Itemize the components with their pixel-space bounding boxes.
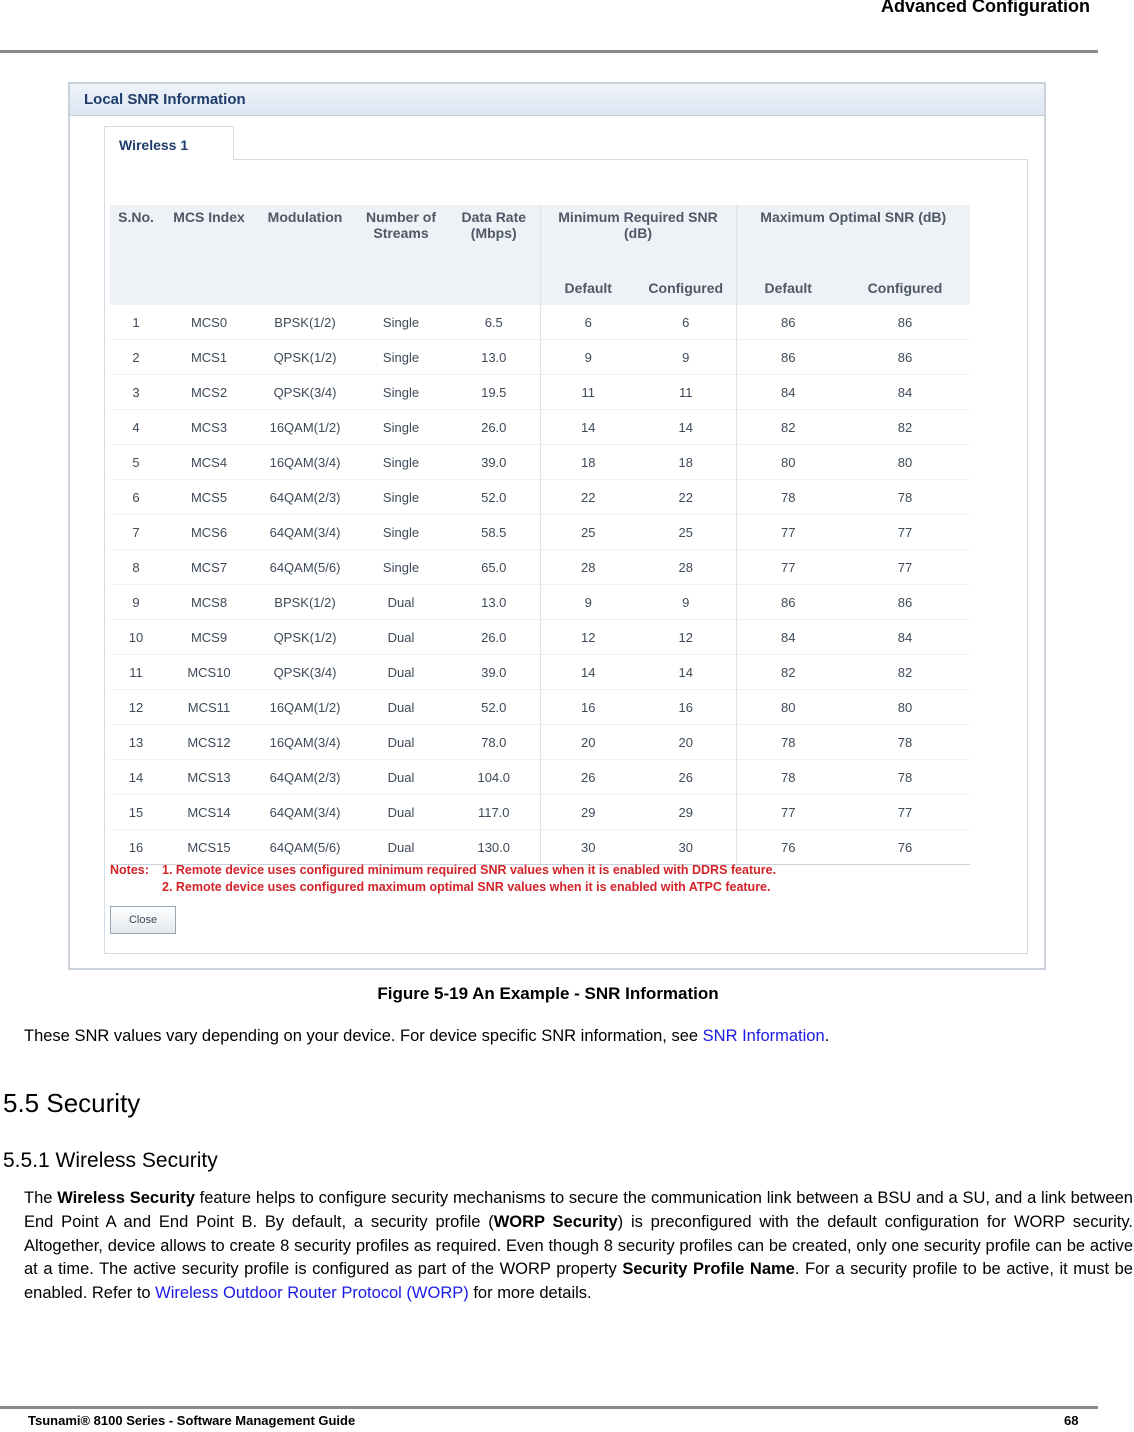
figure-caption: Figure 5-19 An Example - SNR Information bbox=[377, 984, 719, 1003]
cell-streams: Single bbox=[354, 305, 448, 340]
header-rule bbox=[0, 50, 1098, 53]
snr-information-link[interactable]: SNR Information bbox=[702, 1027, 825, 1045]
cell-streams: Single bbox=[354, 480, 448, 515]
cell-max-configured: 86 bbox=[840, 585, 970, 620]
cell-data-rate: 19.5 bbox=[448, 375, 540, 410]
cell-sno: 14 bbox=[110, 760, 162, 795]
cell-streams: Dual bbox=[354, 830, 448, 865]
col-modulation: Modulation bbox=[256, 205, 354, 305]
cell-sno: 12 bbox=[110, 690, 162, 725]
cell-sno: 16 bbox=[110, 830, 162, 865]
cell-streams: Single bbox=[354, 515, 448, 550]
table-row bbox=[110, 690, 970, 725]
cell-min-configured: 26 bbox=[636, 760, 736, 795]
table-row bbox=[110, 550, 970, 585]
cell-modulation: 16QAM(3/4) bbox=[256, 725, 354, 760]
cell-max-default: 78 bbox=[736, 760, 840, 795]
cell-sno: 7 bbox=[110, 515, 162, 550]
cell-max-configured: 86 bbox=[840, 340, 970, 375]
cell-min-configured: 9 bbox=[636, 340, 736, 375]
panel-title: Local SNR Information bbox=[70, 84, 1044, 116]
cell-max-configured: 82 bbox=[840, 410, 970, 445]
cell-streams: Dual bbox=[354, 760, 448, 795]
subsection-heading: 5.5.1 Wireless Security bbox=[3, 1149, 218, 1172]
cell-modulation: 64QAM(5/6) bbox=[256, 550, 354, 585]
cell-mcs-index: MCS6 bbox=[162, 515, 256, 550]
cell-max-configured: 77 bbox=[840, 515, 970, 550]
cell-modulation: 64QAM(3/4) bbox=[256, 795, 354, 830]
cell-max-configured: 78 bbox=[840, 760, 970, 795]
page-number: 68 bbox=[1064, 1413, 1079, 1428]
cell-max-configured: 77 bbox=[840, 550, 970, 585]
cell-mcs-index: MCS12 bbox=[162, 725, 256, 760]
body-bold-2: WORP Security bbox=[493, 1212, 618, 1231]
cell-data-rate: 6.5 bbox=[448, 305, 540, 340]
cell-max-default: 86 bbox=[736, 305, 840, 340]
cell-max-default: 80 bbox=[736, 445, 840, 480]
cell-min-configured: 11 bbox=[636, 375, 736, 410]
cell-min-configured: 9 bbox=[636, 585, 736, 620]
cell-min-configured: 6 bbox=[636, 305, 736, 340]
cell-max-default: 78 bbox=[736, 725, 840, 760]
cell-data-rate: 58.5 bbox=[448, 515, 540, 550]
cell-streams: Single bbox=[354, 375, 448, 410]
cell-mcs-index: MCS9 bbox=[162, 620, 256, 655]
cell-min-configured: 20 bbox=[636, 725, 736, 760]
body-text-1: The bbox=[24, 1189, 58, 1207]
cell-data-rate: 65.0 bbox=[448, 550, 540, 585]
table-row bbox=[110, 795, 970, 830]
cell-min-default: 9 bbox=[540, 585, 636, 620]
cell-modulation: QPSK(1/2) bbox=[256, 620, 354, 655]
cell-mcs-index: MCS14 bbox=[162, 795, 256, 830]
cell-min-configured: 18 bbox=[636, 445, 736, 480]
cell-modulation: BPSK(1/2) bbox=[256, 585, 354, 620]
col-max-default: Default bbox=[736, 271, 840, 305]
table-row bbox=[110, 515, 970, 550]
cell-modulation: 16QAM(1/2) bbox=[256, 410, 354, 445]
table-row bbox=[110, 305, 970, 340]
wireless-security-paragraph bbox=[24, 1187, 1133, 1306]
body-bold-1: Wireless Security bbox=[57, 1189, 195, 1207]
cell-min-default: 29 bbox=[540, 795, 636, 830]
cell-min-default: 6 bbox=[540, 305, 636, 340]
cell-modulation: 64QAM(2/3) bbox=[256, 760, 354, 795]
cell-min-default: 12 bbox=[540, 620, 636, 655]
cell-mcs-index: MCS7 bbox=[162, 550, 256, 585]
cell-mcs-index: MCS15 bbox=[162, 830, 256, 865]
snr-table-body bbox=[110, 305, 970, 865]
cell-data-rate: 52.0 bbox=[448, 690, 540, 725]
body-text-5: for more details. bbox=[468, 1284, 592, 1303]
cell-sno: 6 bbox=[110, 480, 162, 515]
snr-table bbox=[110, 205, 970, 865]
cell-mcs-index: MCS8 bbox=[162, 585, 256, 620]
cell-max-configured: 84 bbox=[840, 375, 970, 410]
section-heading: 5.5 Security bbox=[3, 1088, 141, 1118]
cell-min-default: 28 bbox=[540, 550, 636, 585]
cell-data-rate: 26.0 bbox=[448, 410, 540, 445]
cell-modulation: 16QAM(1/2) bbox=[256, 690, 354, 725]
cell-max-default: 80 bbox=[736, 690, 840, 725]
cell-data-rate: 78.0 bbox=[448, 725, 540, 760]
cell-data-rate: 104.0 bbox=[448, 760, 540, 795]
cell-min-configured: 29 bbox=[636, 795, 736, 830]
cell-mcs-index: MCS11 bbox=[162, 690, 256, 725]
cell-min-configured: 16 bbox=[636, 690, 736, 725]
cell-max-default: 86 bbox=[736, 585, 840, 620]
cell-max-configured: 78 bbox=[840, 480, 970, 515]
table-row bbox=[110, 585, 970, 620]
cell-modulation: 16QAM(3/4) bbox=[256, 445, 354, 480]
page-header-title: Advanced Configuration bbox=[880, 0, 1090, 16]
cell-max-default: 77 bbox=[736, 550, 840, 585]
footer-rule bbox=[0, 1406, 1098, 1409]
cell-min-default: 14 bbox=[540, 410, 636, 445]
col-streams: Number of Streams bbox=[354, 205, 448, 305]
cell-data-rate: 13.0 bbox=[448, 340, 540, 375]
cell-mcs-index: MCS5 bbox=[162, 480, 256, 515]
cell-min-configured: 22 bbox=[636, 480, 736, 515]
snr-paragraph-text: These SNR values vary depending on your device. For device specific SNR information, see bbox=[24, 1027, 703, 1045]
cell-max-default: 84 bbox=[736, 375, 840, 410]
col-mcs-index: MCS Index bbox=[162, 205, 256, 305]
body-bold-3: Security Profile Name bbox=[622, 1260, 795, 1279]
notes bbox=[110, 862, 776, 896]
cell-min-default: 25 bbox=[540, 515, 636, 550]
cell-mcs-index: MCS1 bbox=[162, 340, 256, 375]
cell-data-rate: 13.0 bbox=[448, 585, 540, 620]
cell-min-configured: 25 bbox=[636, 515, 736, 550]
cell-max-configured: 78 bbox=[840, 725, 970, 760]
cell-sno: 5 bbox=[110, 445, 162, 480]
cell-streams: Dual bbox=[354, 585, 448, 620]
cell-min-configured: 14 bbox=[636, 655, 736, 690]
cell-streams: Single bbox=[354, 550, 448, 585]
table-row bbox=[110, 655, 970, 690]
cell-max-configured: 86 bbox=[840, 305, 970, 340]
tab-wireless-1[interactable]: Wireless 1 bbox=[104, 126, 234, 160]
footer-title: Tsunami® 8100 Series - Software Management Guide bbox=[28, 1413, 356, 1428]
cell-max-default: 77 bbox=[736, 515, 840, 550]
cell-streams: Dual bbox=[354, 690, 448, 725]
cell-sno: 11 bbox=[110, 655, 162, 690]
cell-max-configured: 77 bbox=[840, 795, 970, 830]
cell-min-configured: 30 bbox=[636, 830, 736, 865]
note-2: 2. Remote device uses configured maximum optimal SNR values when it is enabled with ATPC feature. bbox=[162, 880, 771, 894]
cell-mcs-index: MCS13 bbox=[162, 760, 256, 795]
col-max-configured: Configured bbox=[840, 271, 970, 305]
cell-streams: Single bbox=[354, 445, 448, 480]
cell-streams: Dual bbox=[354, 725, 448, 760]
cell-max-configured: 76 bbox=[840, 830, 970, 865]
table-row bbox=[110, 480, 970, 515]
cell-min-default: 18 bbox=[540, 445, 636, 480]
cell-modulation: QPSK(3/4) bbox=[256, 375, 354, 410]
cell-streams: Dual bbox=[354, 620, 448, 655]
cell-min-default: 16 bbox=[540, 690, 636, 725]
col-min-snr: Minimum Required SNR (dB) bbox=[540, 205, 736, 271]
cell-mcs-index: MCS3 bbox=[162, 410, 256, 445]
cell-streams: Single bbox=[354, 340, 448, 375]
cell-max-default: 82 bbox=[736, 655, 840, 690]
cell-data-rate: 39.0 bbox=[448, 445, 540, 480]
cell-sno: 1 bbox=[110, 305, 162, 340]
cell-min-default: 30 bbox=[540, 830, 636, 865]
cell-sno: 8 bbox=[110, 550, 162, 585]
body-text-2: feature helps to configure security mechanisms to secure the communication link between a BSU and a SU, and a link between End Point A and End Point B. By default, a security profile ( bbox=[24, 1189, 1133, 1231]
col-max-snr: Maximum Optimal SNR (dB) bbox=[736, 205, 970, 271]
cell-max-default: 86 bbox=[736, 340, 840, 375]
cell-max-default: 84 bbox=[736, 620, 840, 655]
worp-link[interactable]: Wireless Outdoor Router Protocol (WORP) bbox=[155, 1284, 469, 1303]
cell-max-default: 76 bbox=[736, 830, 840, 865]
cell-mcs-index: MCS10 bbox=[162, 655, 256, 690]
cell-sno: 2 bbox=[110, 340, 162, 375]
cell-modulation: BPSK(1/2) bbox=[256, 305, 354, 340]
cell-streams: Single bbox=[354, 410, 448, 445]
cell-modulation: QPSK(1/2) bbox=[256, 340, 354, 375]
cell-modulation: 64QAM(5/6) bbox=[256, 830, 354, 865]
cell-sno: 4 bbox=[110, 410, 162, 445]
col-data-rate: Data Rate (Mbps) bbox=[448, 205, 540, 305]
cell-max-configured: 80 bbox=[840, 690, 970, 725]
cell-min-configured: 14 bbox=[636, 410, 736, 445]
cell-mcs-index: MCS0 bbox=[162, 305, 256, 340]
cell-sno: 13 bbox=[110, 725, 162, 760]
cell-min-configured: 28 bbox=[636, 550, 736, 585]
table-row bbox=[110, 830, 970, 865]
cell-min-default: 22 bbox=[540, 480, 636, 515]
cell-mcs-index: MCS2 bbox=[162, 375, 256, 410]
cell-data-rate: 130.0 bbox=[448, 830, 540, 865]
cell-data-rate: 52.0 bbox=[448, 480, 540, 515]
cell-sno: 10 bbox=[110, 620, 162, 655]
table-row bbox=[110, 760, 970, 795]
notes-label: Notes: bbox=[110, 863, 149, 877]
snr-paragraph bbox=[24, 1027, 829, 1046]
cell-data-rate: 26.0 bbox=[448, 620, 540, 655]
cell-min-default: 14 bbox=[540, 655, 636, 690]
body-text-4: . For a security profile to be active, it must be enabled. Refer to bbox=[24, 1260, 1133, 1303]
cell-modulation: 64QAM(2/3) bbox=[256, 480, 354, 515]
cell-data-rate: 39.0 bbox=[448, 655, 540, 690]
snr-screenshot-panel bbox=[68, 82, 1046, 970]
cell-max-default: 82 bbox=[736, 410, 840, 445]
cell-min-default: 20 bbox=[540, 725, 636, 760]
table-row bbox=[110, 340, 970, 375]
col-min-default: Default bbox=[540, 271, 636, 305]
cell-sno: 9 bbox=[110, 585, 162, 620]
cell-sno: 3 bbox=[110, 375, 162, 410]
cell-mcs-index: MCS4 bbox=[162, 445, 256, 480]
col-min-configured: Configured bbox=[636, 271, 736, 305]
cell-min-configured: 12 bbox=[636, 620, 736, 655]
table-row bbox=[110, 725, 970, 760]
cell-min-default: 9 bbox=[540, 340, 636, 375]
cell-max-configured: 84 bbox=[840, 620, 970, 655]
cell-modulation: QPSK(3/4) bbox=[256, 655, 354, 690]
cell-max-default: 78 bbox=[736, 480, 840, 515]
table-row bbox=[110, 410, 970, 445]
cell-sno: 15 bbox=[110, 795, 162, 830]
body-text-3: ) is preconfigured with the default configuration for WORP security. Altogether, device allows to create 8 security profiles as required. Even though 8 security profiles can be created, only one security profile can be active at a time. The active security profile is configured as part of the WORP property bbox=[24, 1212, 1133, 1279]
table-row bbox=[110, 375, 970, 410]
note-1: 1. Remote device uses configured minimum required SNR values when it is enabled with DDRS feature. bbox=[162, 863, 777, 877]
cell-min-default: 11 bbox=[540, 375, 636, 410]
cell-streams: Dual bbox=[354, 655, 448, 690]
cell-max-configured: 80 bbox=[840, 445, 970, 480]
table-row bbox=[110, 445, 970, 480]
cell-max-default: 77 bbox=[736, 795, 840, 830]
table-row bbox=[110, 620, 970, 655]
cell-streams: Dual bbox=[354, 795, 448, 830]
snr-paragraph-end: . bbox=[824, 1027, 830, 1045]
cell-data-rate: 117.0 bbox=[448, 795, 540, 830]
cell-max-configured: 82 bbox=[840, 655, 970, 690]
cell-min-default: 26 bbox=[540, 760, 636, 795]
close-button[interactable]: Close bbox=[110, 906, 176, 934]
cell-modulation: 64QAM(3/4) bbox=[256, 515, 354, 550]
col-sno: S.No. bbox=[110, 205, 162, 305]
